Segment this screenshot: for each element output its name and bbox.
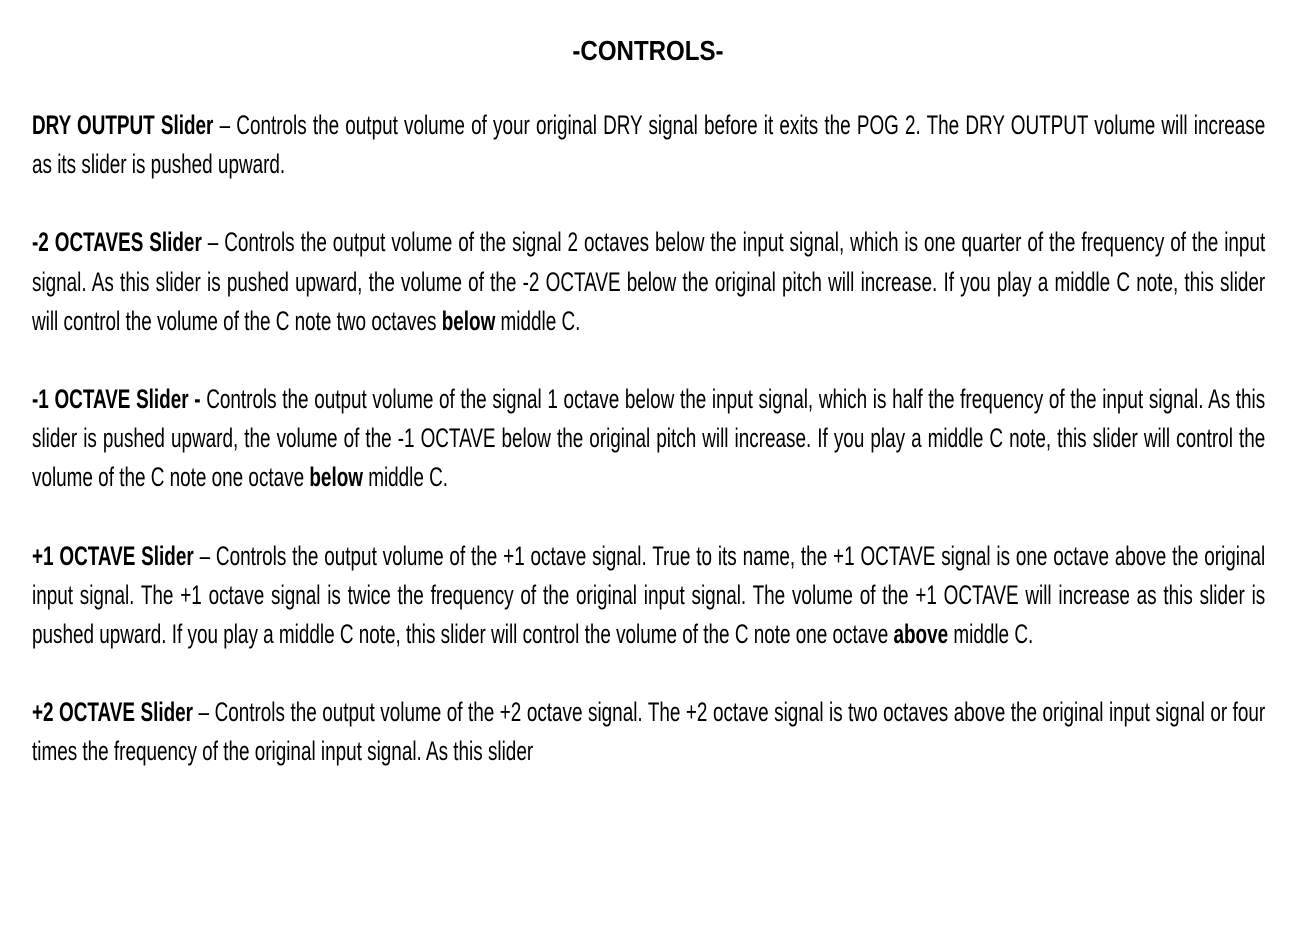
paragraph-plus-1-octave <box>32 537 1265 655</box>
section-heading: -CONTROLS- <box>572 35 724 66</box>
paragraph-text: Controls the output volume of the signal 2 octaves below the input signal, which is one quarter of the frequency of the input signal. As this slider is pushed upward, the volume of the -2 OCTAVE below the original pitch will increase. If you play a middle C note, this slider will control the volume of the C note two octaves <box>32 227 1266 336</box>
emphasis-word: above <box>893 619 949 650</box>
term-dry-output: DRY OUTPUT Slider <box>32 110 214 140</box>
term-minus-1-octave: -1 OCTAVE Slider - <box>32 384 201 415</box>
term-minus-2-octaves: -2 OCTAVES Slider <box>32 227 202 258</box>
paragraph-text: Controls the output volume of the +1 octave signal. True to its name, the +1 OCTAVE signal is one octave above the original input signal. The +1 octave signal is twice the frequency of the original input signal. The volume of the +1 OCTAVE will increase as this slider is pushed upward. If you play a middle C note, this slider will control the volume of the C note one octave <box>32 540 1266 650</box>
paragraph-minus-2-octaves <box>32 223 1265 341</box>
emphasis-word: below <box>441 305 496 336</box>
paragraph-minus-1-octave <box>32 380 1265 498</box>
term-separator: – <box>219 110 231 140</box>
term-plus-2-octave: +2 OCTAVE Slider <box>32 697 194 728</box>
emphasis-word: below <box>309 462 363 493</box>
term-separator: – <box>207 227 219 258</box>
term-plus-1-octave: +1 OCTAVE Slider <box>32 540 194 571</box>
term-separator: – <box>199 540 211 571</box>
paragraph-text: Controls the output volume of the signal 1 octave below the input signal, which is half the frequency of the input signal. As this slider is pushed upward, the volume of the -1 OCTAVE below the original pitch will increase. If you play a middle C note, this slider will control the volume of the C note one octave <box>32 384 1266 493</box>
term-separator: – <box>198 697 210 728</box>
paragraph-text: Controls the output volume of the +2 octave signal. The +2 octave signal is two octaves above the original input signal or four times the frequency of the original input signal. As this slider <box>32 697 1266 767</box>
paragraph-plus-2-octave <box>32 693 1265 771</box>
document-page <box>32 28 1264 772</box>
paragraph-dry-output <box>32 106 1265 184</box>
paragraph-text-end: middle C. <box>953 619 1034 650</box>
paragraph-text-end: middle C. <box>500 305 581 336</box>
paragraph-text-end: middle C. <box>368 462 449 493</box>
paragraph-text: Controls the output volume of your original DRY signal before it exits the POG 2. The DRY OUTPUT volume will increase as its slider is pushed upward. <box>32 110 1266 180</box>
